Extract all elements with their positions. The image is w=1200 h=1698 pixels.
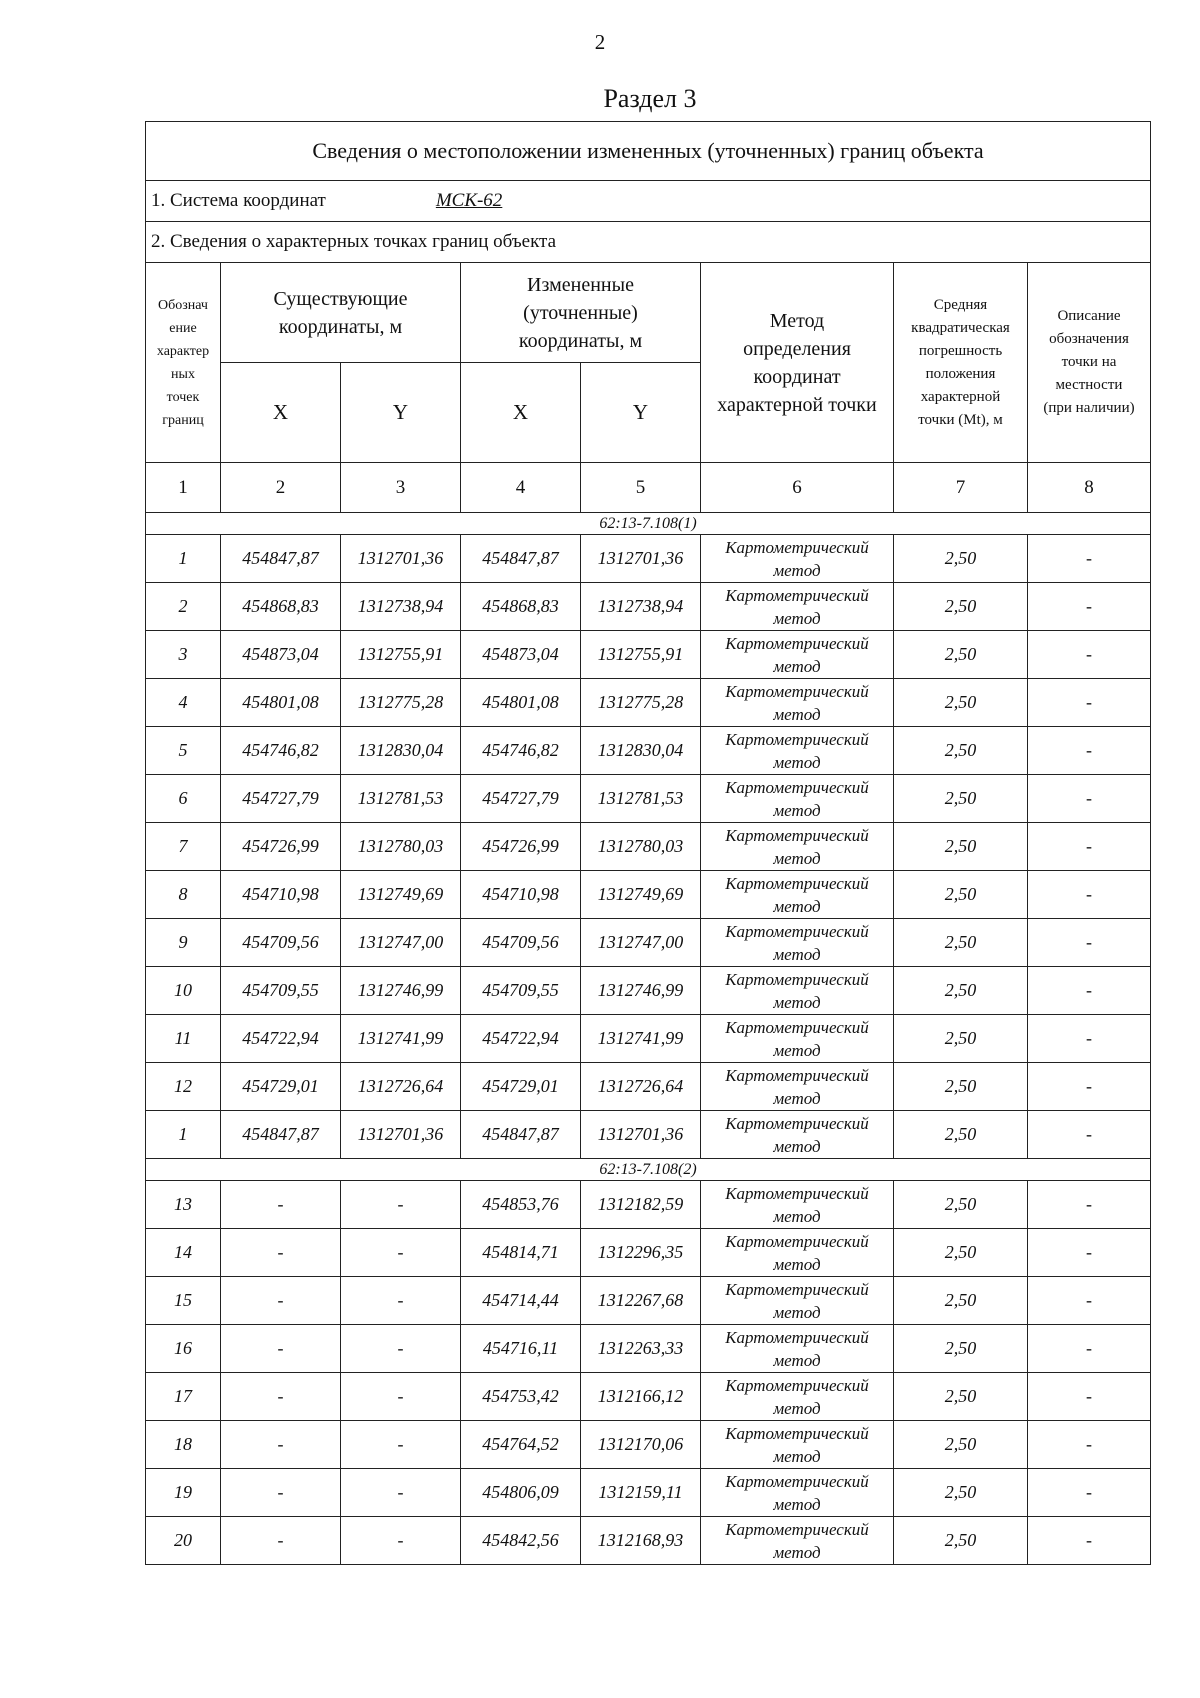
existing-x-cell: 454729,01 bbox=[221, 1063, 341, 1111]
table-row bbox=[146, 775, 1151, 823]
method-text: метод bbox=[773, 560, 821, 580]
method-text: метод bbox=[773, 896, 821, 916]
method-text: метод bbox=[773, 1206, 821, 1226]
method-text: Картометрический bbox=[725, 921, 869, 941]
method-cell bbox=[701, 871, 894, 919]
header-changed-x: X bbox=[461, 363, 581, 463]
method-text: Картометрический bbox=[725, 969, 869, 989]
header-changed-y: Y bbox=[581, 363, 701, 463]
point-number-cell: 17 bbox=[146, 1373, 221, 1421]
description-cell: - bbox=[1028, 967, 1151, 1015]
table-row bbox=[146, 1469, 1151, 1517]
table-row bbox=[146, 823, 1151, 871]
changed-y-cell: 1312741,99 bbox=[581, 1015, 701, 1063]
method-text: Картометрический bbox=[725, 633, 869, 653]
method-cell bbox=[701, 823, 894, 871]
existing-y-cell: - bbox=[341, 1325, 461, 1373]
existing-x-cell: - bbox=[221, 1229, 341, 1277]
point-number-cell: 9 bbox=[146, 919, 221, 967]
point-number-cell: 1 bbox=[146, 535, 221, 583]
existing-y-cell: 1312781,53 bbox=[341, 775, 461, 823]
method-text: Картометрический bbox=[725, 585, 869, 605]
method-text: метод bbox=[773, 1302, 821, 1322]
existing-x-cell: 454709,55 bbox=[221, 967, 341, 1015]
description-cell: - bbox=[1028, 1229, 1151, 1277]
existing-y-cell: 1312775,28 bbox=[341, 679, 461, 727]
changed-y-cell: 1312168,93 bbox=[581, 1517, 701, 1565]
existing-y-cell: 1312741,99 bbox=[341, 1015, 461, 1063]
method-text: метод bbox=[773, 944, 821, 964]
changed-y-cell: 1312182,59 bbox=[581, 1181, 701, 1229]
method-text: метод bbox=[773, 800, 821, 820]
description-cell: - bbox=[1028, 775, 1151, 823]
existing-y-cell: 1312780,03 bbox=[341, 823, 461, 871]
existing-y-cell: - bbox=[341, 1229, 461, 1277]
description-cell: - bbox=[1028, 1063, 1151, 1111]
description-cell: - bbox=[1028, 535, 1151, 583]
existing-y-cell: - bbox=[341, 1517, 461, 1565]
changed-x-cell: 454873,04 bbox=[461, 631, 581, 679]
changed-y-cell: 1312159,11 bbox=[581, 1469, 701, 1517]
method-text: Картометрический bbox=[725, 1279, 869, 1299]
table-row bbox=[146, 679, 1151, 727]
point-number-cell: 20 bbox=[146, 1517, 221, 1565]
existing-y-cell: 1312755,91 bbox=[341, 631, 461, 679]
existing-x-cell: 454868,83 bbox=[221, 583, 341, 631]
coord-system-label: 1. Система координат bbox=[151, 190, 326, 211]
point-number-cell: 3 bbox=[146, 631, 221, 679]
point-number-cell: 18 bbox=[146, 1421, 221, 1469]
column-numbers-row bbox=[146, 463, 1151, 513]
coord-system-row bbox=[146, 181, 1151, 222]
changed-y-cell: 1312738,94 bbox=[581, 583, 701, 631]
changed-y-cell: 1312755,91 bbox=[581, 631, 701, 679]
boundary-points-table bbox=[145, 121, 1151, 1565]
description-cell: - bbox=[1028, 679, 1151, 727]
mt-error-cell: 2,50 bbox=[894, 1421, 1028, 1469]
changed-x-cell: 454806,09 bbox=[461, 1469, 581, 1517]
mt-error-cell: 2,50 bbox=[894, 631, 1028, 679]
table-row bbox=[146, 535, 1151, 583]
existing-y-cell: 1312830,04 bbox=[341, 727, 461, 775]
description-cell: - bbox=[1028, 1277, 1151, 1325]
method-cell bbox=[701, 631, 894, 679]
method-text: Картометрический bbox=[725, 825, 869, 845]
point-number-cell: 13 bbox=[146, 1181, 221, 1229]
method-text: метод bbox=[773, 848, 821, 868]
changed-x-cell: 454842,56 bbox=[461, 1517, 581, 1565]
changed-x-cell: 454847,87 bbox=[461, 535, 581, 583]
existing-x-cell: 454746,82 bbox=[221, 727, 341, 775]
method-text: Картометрический bbox=[725, 873, 869, 893]
point-number-cell: 6 bbox=[146, 775, 221, 823]
section-title: Раздел 3 bbox=[603, 84, 697, 113]
method-text: метод bbox=[773, 1254, 821, 1274]
method-cell bbox=[701, 1469, 894, 1517]
table-row bbox=[146, 583, 1151, 631]
table-row bbox=[146, 1229, 1151, 1277]
description-cell: - bbox=[1028, 1111, 1151, 1159]
point-number-cell: 4 bbox=[146, 679, 221, 727]
changed-y-cell: 1312296,35 bbox=[581, 1229, 701, 1277]
table-row bbox=[146, 1517, 1151, 1565]
mt-error-cell: 2,50 bbox=[894, 1229, 1028, 1277]
mt-error-cell: 2,50 bbox=[894, 727, 1028, 775]
changed-y-cell: 1312170,06 bbox=[581, 1421, 701, 1469]
mt-error-cell: 2,50 bbox=[894, 1111, 1028, 1159]
mt-error-cell: 2,50 bbox=[894, 583, 1028, 631]
table-row bbox=[146, 1015, 1151, 1063]
column-number: 3 bbox=[341, 463, 461, 513]
method-cell bbox=[701, 679, 894, 727]
page-number: 2 bbox=[594, 30, 606, 54]
changed-x-cell: 454753,42 bbox=[461, 1373, 581, 1421]
method-text: Картометрический bbox=[725, 1113, 869, 1133]
changed-y-cell: 1312775,28 bbox=[581, 679, 701, 727]
existing-y-cell: 1312746,99 bbox=[341, 967, 461, 1015]
existing-y-cell: 1312747,00 bbox=[341, 919, 461, 967]
changed-y-cell: 1312726,64 bbox=[581, 1063, 701, 1111]
coord-system-value: МСК-62 bbox=[435, 190, 503, 211]
changed-y-cell: 1312747,00 bbox=[581, 919, 701, 967]
table-row bbox=[146, 871, 1151, 919]
existing-x-cell: 454801,08 bbox=[221, 679, 341, 727]
changed-x-cell: 454722,94 bbox=[461, 1015, 581, 1063]
mt-error-cell: 2,50 bbox=[894, 1063, 1028, 1111]
method-text: Картометрический bbox=[725, 1327, 869, 1347]
table-row bbox=[146, 967, 1151, 1015]
changed-y-cell: 1312701,36 bbox=[581, 1111, 701, 1159]
changed-y-cell: 1312780,03 bbox=[581, 823, 701, 871]
point-number-cell: 14 bbox=[146, 1229, 221, 1277]
existing-y-cell: - bbox=[341, 1277, 461, 1325]
description-cell: - bbox=[1028, 631, 1151, 679]
existing-x-cell: 454847,87 bbox=[221, 535, 341, 583]
method-text: Картометрический bbox=[725, 1423, 869, 1443]
point-number-cell: 7 bbox=[146, 823, 221, 871]
table-row bbox=[146, 727, 1151, 775]
method-text: метод bbox=[773, 1040, 821, 1060]
description-cell: - bbox=[1028, 871, 1151, 919]
description-cell: - bbox=[1028, 1325, 1151, 1373]
mt-error-cell: 2,50 bbox=[894, 535, 1028, 583]
method-cell bbox=[701, 1277, 894, 1325]
method-text: метод bbox=[773, 1494, 821, 1514]
column-number: 1 bbox=[146, 463, 221, 513]
column-number: 6 bbox=[701, 463, 894, 513]
column-number: 4 bbox=[461, 463, 581, 513]
changed-x-cell: 454716,11 bbox=[461, 1325, 581, 1373]
existing-x-cell: 454873,04 bbox=[221, 631, 341, 679]
point-number-cell: 12 bbox=[146, 1063, 221, 1111]
mt-error-cell: 2,50 bbox=[894, 1325, 1028, 1373]
method-cell bbox=[701, 727, 894, 775]
header-method: Метод определения координат характерной точки bbox=[701, 263, 894, 463]
method-text: метод bbox=[773, 704, 821, 724]
changed-x-cell: 454853,76 bbox=[461, 1181, 581, 1229]
mt-error-cell: 2,50 bbox=[894, 1469, 1028, 1517]
method-cell bbox=[701, 1421, 894, 1469]
point-number-cell: 19 bbox=[146, 1469, 221, 1517]
changed-x-cell: 454714,44 bbox=[461, 1277, 581, 1325]
table-row bbox=[146, 1063, 1151, 1111]
changed-x-cell: 454746,82 bbox=[461, 727, 581, 775]
table-row bbox=[146, 919, 1151, 967]
changed-x-cell: 454710,98 bbox=[461, 871, 581, 919]
description-cell: - bbox=[1028, 1517, 1151, 1565]
method-cell bbox=[701, 535, 894, 583]
header-existing-coords: Существующие координаты, м bbox=[221, 263, 461, 363]
method-text: метод bbox=[773, 608, 821, 628]
method-text: Картометрический bbox=[725, 537, 869, 557]
changed-x-cell: 454727,79 bbox=[461, 775, 581, 823]
method-text: Картометрический bbox=[725, 1017, 869, 1037]
table-row bbox=[146, 1181, 1151, 1229]
changed-x-cell: 454868,83 bbox=[461, 583, 581, 631]
description-cell: - bbox=[1028, 823, 1151, 871]
description-cell: - bbox=[1028, 919, 1151, 967]
mt-error-cell: 2,50 bbox=[894, 1517, 1028, 1565]
existing-x-cell: - bbox=[221, 1421, 341, 1469]
mt-error-cell: 2,50 bbox=[894, 1181, 1028, 1229]
existing-x-cell: 454847,87 bbox=[221, 1111, 341, 1159]
existing-x-cell: 454709,56 bbox=[221, 919, 341, 967]
method-cell bbox=[701, 1063, 894, 1111]
method-text: Картометрический bbox=[725, 1519, 869, 1539]
mt-error-cell: 2,50 bbox=[894, 679, 1028, 727]
method-text: Картометрический bbox=[725, 1183, 869, 1203]
changed-x-cell: 454764,52 bbox=[461, 1421, 581, 1469]
method-text: метод bbox=[773, 1398, 821, 1418]
method-text: метод bbox=[773, 1136, 821, 1156]
description-cell: - bbox=[1028, 1015, 1151, 1063]
method-text: Картометрический bbox=[725, 1471, 869, 1491]
method-cell bbox=[701, 1015, 894, 1063]
method-text: метод bbox=[773, 1088, 821, 1108]
method-text: метод bbox=[773, 752, 821, 772]
changed-y-cell: 1312749,69 bbox=[581, 871, 701, 919]
header-point-designation: Обознач ение характер ных точек границ bbox=[146, 263, 221, 463]
method-text: Картометрический bbox=[725, 681, 869, 701]
header-changed-coords: Измененные (уточненные) координаты, м bbox=[461, 263, 701, 363]
point-number-cell: 10 bbox=[146, 967, 221, 1015]
mt-error-cell: 2,50 bbox=[894, 1015, 1028, 1063]
method-text: метод bbox=[773, 656, 821, 676]
changed-y-cell: 1312781,53 bbox=[581, 775, 701, 823]
column-number: 7 bbox=[894, 463, 1028, 513]
method-cell bbox=[701, 1181, 894, 1229]
method-text: метод bbox=[773, 1446, 821, 1466]
method-cell bbox=[701, 583, 894, 631]
changed-y-cell: 1312701,36 bbox=[581, 535, 701, 583]
points-section-title: 2. Сведения о характерных точках границ объекта bbox=[146, 222, 1151, 263]
changed-y-cell: 1312263,33 bbox=[581, 1325, 701, 1373]
description-cell: - bbox=[1028, 727, 1151, 775]
parcel-group-row bbox=[146, 1159, 1151, 1181]
column-number: 2 bbox=[221, 463, 341, 513]
table-row bbox=[146, 1111, 1151, 1159]
mt-error-cell: 2,50 bbox=[894, 775, 1028, 823]
description-cell: - bbox=[1028, 1421, 1151, 1469]
point-number-cell: 2 bbox=[146, 583, 221, 631]
table-row bbox=[146, 1277, 1151, 1325]
existing-y-cell: - bbox=[341, 1421, 461, 1469]
method-text: Картометрический bbox=[725, 729, 869, 749]
changed-y-cell: 1312746,99 bbox=[581, 967, 701, 1015]
existing-x-cell: 454710,98 bbox=[221, 871, 341, 919]
table-row bbox=[146, 1325, 1151, 1373]
point-number-cell: 8 bbox=[146, 871, 221, 919]
method-cell bbox=[701, 1517, 894, 1565]
mt-error-cell: 2,50 bbox=[894, 967, 1028, 1015]
method-text: Картометрический bbox=[725, 1065, 869, 1085]
changed-y-cell: 1312830,04 bbox=[581, 727, 701, 775]
table-row bbox=[146, 1421, 1151, 1469]
existing-x-cell: - bbox=[221, 1325, 341, 1373]
existing-x-cell: - bbox=[221, 1517, 341, 1565]
changed-y-cell: 1312267,68 bbox=[581, 1277, 701, 1325]
existing-y-cell: 1312701,36 bbox=[341, 535, 461, 583]
parcel-group-label: 62:13-7.108(1) bbox=[146, 513, 1151, 535]
changed-y-cell: 1312166,12 bbox=[581, 1373, 701, 1421]
method-text: Картометрический bbox=[725, 1231, 869, 1251]
method-text: метод bbox=[773, 992, 821, 1012]
existing-x-cell: 454727,79 bbox=[221, 775, 341, 823]
method-cell bbox=[701, 1229, 894, 1277]
method-cell bbox=[701, 1111, 894, 1159]
changed-x-cell: 454709,55 bbox=[461, 967, 581, 1015]
method-text: метод bbox=[773, 1542, 821, 1562]
point-number-cell: 1 bbox=[146, 1111, 221, 1159]
changed-x-cell: 454729,01 bbox=[461, 1063, 581, 1111]
existing-y-cell: - bbox=[341, 1373, 461, 1421]
existing-y-cell: - bbox=[341, 1469, 461, 1517]
changed-x-cell: 454801,08 bbox=[461, 679, 581, 727]
method-text: Картометрический bbox=[725, 777, 869, 797]
table-row bbox=[146, 1373, 1151, 1421]
column-number: 5 bbox=[581, 463, 701, 513]
mt-error-cell: 2,50 bbox=[894, 919, 1028, 967]
mt-error-cell: 2,50 bbox=[894, 1373, 1028, 1421]
point-number-cell: 16 bbox=[146, 1325, 221, 1373]
existing-x-cell: 454722,94 bbox=[221, 1015, 341, 1063]
existing-x-cell: - bbox=[221, 1373, 341, 1421]
header-existing-y: Y bbox=[341, 363, 461, 463]
mt-error-cell: 2,50 bbox=[894, 871, 1028, 919]
method-text: Картометрический bbox=[725, 1375, 869, 1395]
existing-y-cell: 1312726,64 bbox=[341, 1063, 461, 1111]
mt-error-cell: 2,50 bbox=[894, 1277, 1028, 1325]
table-row bbox=[146, 631, 1151, 679]
method-cell bbox=[701, 1325, 894, 1373]
point-number-cell: 11 bbox=[146, 1015, 221, 1063]
existing-x-cell: - bbox=[221, 1469, 341, 1517]
table-title: Сведения о местоположении измененных (уточненных) границ объекта bbox=[146, 122, 1151, 181]
changed-x-cell: 454847,87 bbox=[461, 1111, 581, 1159]
method-cell bbox=[701, 775, 894, 823]
existing-x-cell: - bbox=[221, 1181, 341, 1229]
description-cell: - bbox=[1028, 583, 1151, 631]
existing-y-cell: 1312749,69 bbox=[341, 871, 461, 919]
point-number-cell: 15 bbox=[146, 1277, 221, 1325]
header-existing-x: X bbox=[221, 363, 341, 463]
changed-x-cell: 454814,71 bbox=[461, 1229, 581, 1277]
existing-y-cell: 1312738,94 bbox=[341, 583, 461, 631]
description-cell: - bbox=[1028, 1181, 1151, 1229]
parcel-group-label: 62:13-7.108(2) bbox=[146, 1159, 1151, 1181]
mt-error-cell: 2,50 bbox=[894, 823, 1028, 871]
header-description: Описание обозначения точки на местности (при наличии) bbox=[1028, 263, 1151, 463]
description-cell: - bbox=[1028, 1469, 1151, 1517]
existing-x-cell: - bbox=[221, 1277, 341, 1325]
method-cell bbox=[701, 919, 894, 967]
existing-y-cell: - bbox=[341, 1181, 461, 1229]
method-cell bbox=[701, 1373, 894, 1421]
method-cell bbox=[701, 967, 894, 1015]
existing-x-cell: 454726,99 bbox=[221, 823, 341, 871]
parcel-group-row bbox=[146, 513, 1151, 535]
changed-x-cell: 454709,56 bbox=[461, 919, 581, 967]
column-number: 8 bbox=[1028, 463, 1151, 513]
description-cell: - bbox=[1028, 1373, 1151, 1421]
header-error: Средняя квадратическая погрешность положения характерной точки (Mt), м bbox=[894, 263, 1028, 463]
existing-y-cell: 1312701,36 bbox=[341, 1111, 461, 1159]
method-text: метод bbox=[773, 1350, 821, 1370]
changed-x-cell: 454726,99 bbox=[461, 823, 581, 871]
point-number-cell: 5 bbox=[146, 727, 221, 775]
